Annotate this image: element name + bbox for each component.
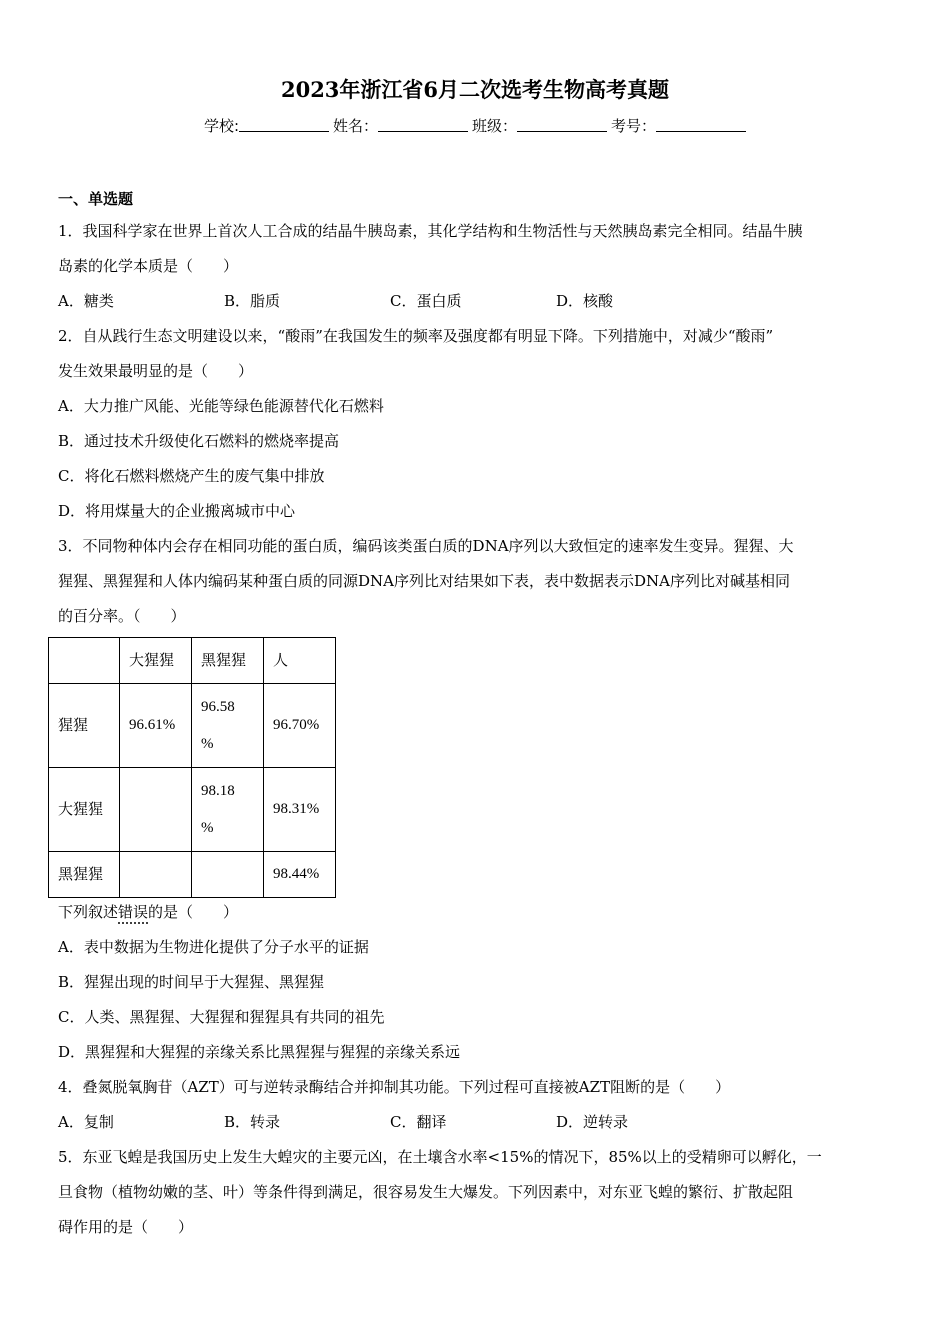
question-3 bbox=[58, 529, 898, 1070]
question-5-stem-line2: 旦食物（植物幼嫩的茎、叶）等条件得到满足，很容易发生大爆发。下列因素中，对东亚飞蝗的繁衍、扩散起阻 bbox=[58, 1183, 794, 1201]
table-row bbox=[49, 684, 336, 768]
question-4-option-a[interactable]: A．复制 bbox=[58, 1113, 114, 1131]
question-4-options bbox=[58, 1105, 898, 1140]
table-row-label: 大猩猩 bbox=[49, 768, 120, 852]
table-cell bbox=[192, 852, 264, 898]
question-3-option-d[interactable]: D．黑猩猩和大猩猩的亲缘关系比黑猩猩与猩猩的亲缘关系远 bbox=[58, 1043, 461, 1061]
question-3-option-b[interactable]: B．猩猩出现的时间早于大猩猩、黑猩猩 bbox=[58, 973, 325, 991]
table-cell bbox=[120, 852, 192, 898]
question-1-option-a[interactable]: A．糖类 bbox=[58, 292, 114, 310]
class-label: 班级： bbox=[472, 117, 518, 135]
question-1-options bbox=[58, 284, 898, 319]
table-row-label: 猩猩 bbox=[49, 684, 120, 768]
question-1-option-c[interactable]: C．蛋白质 bbox=[390, 292, 462, 310]
question-4 bbox=[58, 1070, 898, 1140]
table-cell: 96.70% bbox=[264, 684, 336, 768]
question-2-option-d[interactable]: D．将用煤量大的企业搬离城市中心 bbox=[58, 502, 296, 520]
table-cell: 98.31% bbox=[264, 768, 336, 852]
table-header-row bbox=[49, 638, 336, 684]
question-2-option-b[interactable]: B．通过技术升级使化石燃料的燃烧率提高 bbox=[58, 432, 340, 450]
number-blank[interactable] bbox=[656, 117, 746, 132]
dna-comparison-table bbox=[48, 637, 336, 898]
question-2 bbox=[58, 319, 898, 529]
table-cell-unit: % bbox=[201, 735, 214, 752]
question-3-stem-line2: 猩猩、黑猩猩和人体内编码某种蛋白质的同源DNA序列比对结果如下表，表中数据表示DNA序列比对碱基相同 bbox=[58, 572, 790, 590]
table-header-cell: 人 bbox=[264, 638, 336, 684]
table-cell-unit: % bbox=[201, 819, 214, 836]
question-4-option-d[interactable]: D．逆转录 bbox=[556, 1113, 629, 1131]
table-row-label: 黑猩猩 bbox=[49, 852, 120, 898]
question-3-stem-post: 的是（ ） bbox=[148, 903, 239, 921]
table-header-cell: 黑猩猩 bbox=[192, 638, 264, 684]
table-cell bbox=[120, 768, 192, 852]
school-blank[interactable] bbox=[239, 117, 329, 132]
table-cell: 98.44% bbox=[264, 852, 336, 898]
name-blank[interactable] bbox=[378, 117, 468, 132]
question-1-option-b[interactable]: B．脂质 bbox=[224, 292, 281, 310]
number-label: 考号： bbox=[611, 117, 657, 135]
table-row bbox=[49, 768, 336, 852]
table-cell-wrapped bbox=[192, 684, 264, 768]
question-3-stem-line1: 3．不同物种体内会存在相同功能的蛋白质，编码该类蛋白质的DNA序列以大致恒定的速率发生变异。猩猩、大 bbox=[58, 537, 794, 555]
question-4-stem-line1: 4．叠氮脱氧胸苷（AZT）可与逆转录酶结合并抑制其功能。下列过程可直接被AZT阻断的是（ ） bbox=[58, 1078, 731, 1096]
table-cell-value: 98.18 bbox=[201, 782, 235, 799]
student-info-line bbox=[0, 115, 950, 136]
question-5-stem-line1: 5．东亚飞蝗是我国历史上发生大蝗灾的主要元凶，在土壤含水率<15%的情况下，85%以上的受精卵可以孵化，一 bbox=[58, 1148, 822, 1166]
table-cell-wrapped bbox=[192, 768, 264, 852]
question-3-option-c[interactable]: C．人类、黑猩猩、大猩猩和猩猩具有共同的祖先 bbox=[58, 1008, 385, 1026]
question-2-stem-line2: 发生效果最明显的是（ ） bbox=[58, 362, 254, 380]
question-3-emphasis-word: 错误 bbox=[118, 903, 149, 921]
question-3-stem-line3: 的百分率。（ ） bbox=[58, 607, 186, 625]
class-blank[interactable] bbox=[517, 117, 607, 132]
question-2-option-c[interactable]: C．将化石燃料燃烧产生的废气集中排放 bbox=[58, 467, 325, 485]
table-header-corner bbox=[49, 638, 120, 684]
question-2-stem-line1: 2．自从践行生态文明建设以来，“酸雨”在我国发生的频率及强度都有明显下降。下列措施中，对减少“酸雨” bbox=[58, 327, 774, 345]
question-1-stem-line2: 岛素的化学本质是（ ） bbox=[58, 257, 239, 275]
school-label: 学校: bbox=[203, 117, 239, 135]
question-4-option-b[interactable]: B．转录 bbox=[224, 1113, 281, 1131]
question-2-option-a[interactable]: A．大力推广风能、光能等绿色能源替代化石燃料 bbox=[58, 397, 384, 415]
section-heading: 一、单选题 bbox=[58, 190, 134, 208]
table-header-cell: 大猩猩 bbox=[120, 638, 192, 684]
question-4-option-c[interactable]: C．翻译 bbox=[390, 1113, 447, 1131]
question-1-option-d[interactable]: D．核酸 bbox=[556, 292, 614, 310]
table-row bbox=[49, 852, 336, 898]
question-3-stem-prompt bbox=[58, 895, 898, 930]
exam-content bbox=[58, 184, 898, 1245]
question-1 bbox=[58, 214, 898, 319]
question-1-stem-line1: 1．我国科学家在世界上首次人工合成的结晶牛胰岛素，其化学结构和生物活性与天然胰岛素完全相同。结晶牛胰 bbox=[58, 222, 803, 240]
table-cell: 96.61% bbox=[120, 684, 192, 768]
question-3-stem-pre: 下列叙述 bbox=[58, 903, 119, 921]
question-5-stem-line3: 碍作用的是（ ） bbox=[58, 1218, 194, 1236]
page-title: 2023年浙江省6月二次选考生物高考真题 bbox=[280, 77, 670, 102]
name-label: 姓名： bbox=[333, 117, 379, 135]
table-cell-value: 96.58 bbox=[201, 698, 235, 715]
question-5 bbox=[58, 1140, 898, 1245]
question-3-option-a[interactable]: A．表中数据为生物进化提供了分子水平的证据 bbox=[58, 938, 369, 956]
